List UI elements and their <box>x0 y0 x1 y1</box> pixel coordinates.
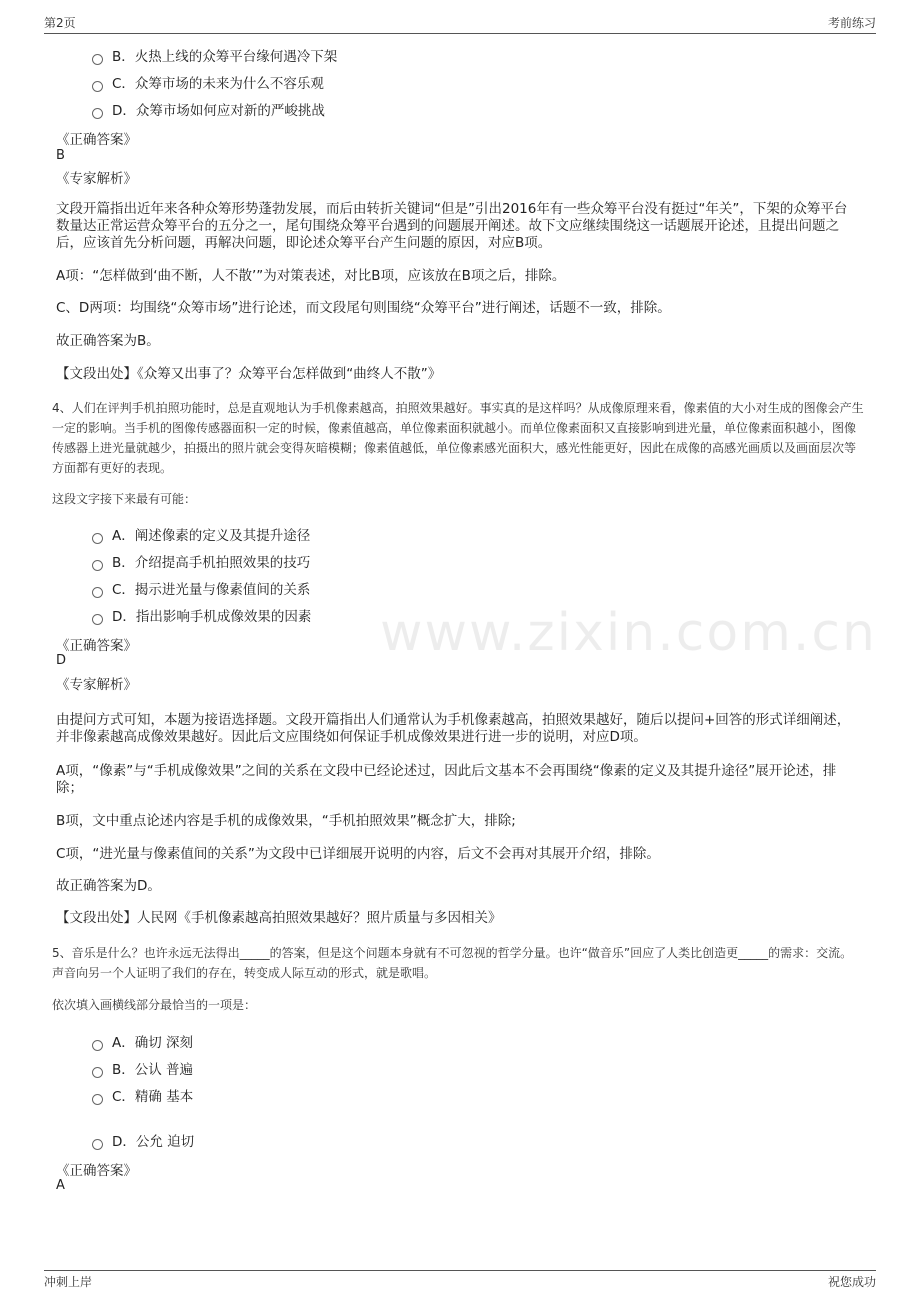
radio-icon[interactable] <box>92 54 103 65</box>
option-label: B．介绍提高手机拍照效果的技巧 <box>112 555 311 571</box>
option-radio-a[interactable] <box>92 1031 193 1051</box>
answer-heading: 《正确答案》 <box>56 638 137 654</box>
analysis-paragraph: B项，文中重点论述内容是手机的成像效果，“手机拍照效果”概念扩大，排除; <box>56 813 516 829</box>
answer-value: D <box>56 653 67 668</box>
option-radio-c[interactable] <box>92 72 324 92</box>
option-label: B．火热上线的众筹平台缘何遇冷下架 <box>112 49 338 65</box>
radio-icon[interactable] <box>92 1067 103 1078</box>
option-label: D．公允 迫切 <box>112 1134 195 1150</box>
option-radio-d[interactable] <box>92 99 325 119</box>
analysis-paragraph: 故正确答案为D。 <box>56 878 161 894</box>
analysis-heading: 《专家解析》 <box>56 677 137 693</box>
radio-icon[interactable] <box>92 1139 103 1150</box>
option-label: C．揭示进光量与像素值间的关系 <box>112 582 311 598</box>
question-prompt: 依次填入画横线部分最恰当的一项是： <box>52 998 257 1012</box>
footer-rule <box>44 1270 876 1271</box>
analysis-paragraph: C项，“进光量与像素值间的关系”为文段中已详细展开说明的内容，后文不会再对其展开介绍，排除。 <box>56 846 660 862</box>
option-label: D．指出影响手机成像效果的因素 <box>112 609 312 625</box>
radio-icon[interactable] <box>92 1040 103 1051</box>
option-radio-c[interactable] <box>92 1085 193 1105</box>
watermark: www.zixin.com.cn <box>380 603 877 663</box>
option-label: C．精确 基本 <box>112 1089 194 1105</box>
footer-right-label: 祝您成功 <box>827 1275 876 1289</box>
question-text: 5、音乐是什么？也许永远无法得出_____的答案，但是这个问题本身就有不可忽视的哲学分量。也许“做音乐”回应了人类比创造更_____的需求：交流。声音向另一个人证明了我们的存在，转变成人际互动的形式，就是歌唱。 <box>52 946 853 980</box>
analysis-paragraph: 由提问方式可知，本题为接语选择题。文段开篇指出人们通常认为手机像素越高，拍照效果越好，随后以提问+回答的形式详细阐述，并非像素越高成像效果越好。因此后文应围绕如何保证手机成像效果进行进一步的说明，对应D项。 <box>56 712 851 745</box>
analysis-paragraph: 文段开篇指出近年来各种众筹形势蓬勃发展，而后由转折关键词“但是”引出2016年有一些众筹平台没有挺过“年关”，下架的众筹平台数量达正常运营众筹平台的五分之一，尾句围绕众筹平台遇到的问题展开阐述。故下文应继续围绕这一话题展开论述，且提出问题之后，应该首先分析问题，再解决问题，即论述众筹平台产生问题的原因，对应B项。 <box>56 201 848 251</box>
footer-left-label: 冲刺上岸 <box>44 1275 93 1289</box>
radio-icon[interactable] <box>92 533 103 544</box>
option-radio-b[interactable] <box>92 1058 193 1078</box>
option-label: B．公认 普遍 <box>112 1062 194 1078</box>
option-radio-d[interactable] <box>92 1130 194 1150</box>
radio-icon[interactable] <box>92 560 103 571</box>
analysis-paragraph: A项：“怎样做到‘曲不断，人不散’”为对策表述，对比B项，应该放在B项之后，排除。 <box>56 268 566 284</box>
radio-icon[interactable] <box>92 108 103 119</box>
source-citation: 【文段出处】《众筹又出事了？众筹平台怎样做到“曲终人不散”》 <box>56 366 442 382</box>
answer-value: B <box>56 148 65 163</box>
option-radio-b[interactable] <box>92 45 337 65</box>
header-title: 考前练习 <box>827 16 876 30</box>
answer-heading: 《正确答案》 <box>56 132 137 148</box>
source-citation: 【文段出处】人民网《手机像素越高拍照效果越好？照片质量与多因相关》 <box>56 910 502 926</box>
option-label: C．众筹市场的未来为什么不容乐观 <box>112 76 324 92</box>
answer-heading: 《正确答案》 <box>56 1163 137 1179</box>
analysis-heading: 《专家解析》 <box>56 171 137 187</box>
radio-icon[interactable] <box>92 587 103 598</box>
page-number: 第2页 <box>44 16 76 30</box>
analysis-paragraph: A项，“像素”与“手机成像效果”之间的关系在文段中已经论述过，因此后文基本不会再围绕“像素的定义及其提升途径”展开论述，排除； <box>56 763 837 796</box>
option-radio-a[interactable] <box>92 524 310 544</box>
option-radio-b[interactable] <box>92 551 310 571</box>
question-text: 4、人们在评判手机拍照功能时，总是直观地认为手机像素越高，拍照效果越好。事实真的是这样吗？从成像原理来看，像素值的大小对生成的图像会产生一定的影响。当手机的图像传感器面积一定的时候，像素值越高，单位像素面积就越小。而单位像素面积又直接影响到进光量，单位像素面积越小，图像传感器上进光量就越少，拍摄出的照片就会变得灰暗模糊；像素值越低，单位像素感光面积大，感光性能更好，因此在成像的高感光画质以及画面层次等方面都有更好的表现。 <box>52 401 864 475</box>
radio-icon[interactable] <box>92 1094 103 1105</box>
option-radio-d[interactable] <box>92 605 311 625</box>
analysis-paragraph: C、D两项：均围绕“众筹市场”进行论述，而文段尾句则围绕“众筹平台”进行阐述，话题不一致，排除。 <box>56 300 671 316</box>
radio-icon[interactable] <box>92 81 103 92</box>
header-rule <box>44 33 876 34</box>
option-label: A．阐述像素的定义及其提升途径 <box>112 528 311 544</box>
analysis-paragraph: 故正确答案为B。 <box>56 333 160 349</box>
option-label: D．众筹市场如何应对新的严峻挑战 <box>112 103 325 119</box>
radio-icon[interactable] <box>92 614 103 625</box>
option-radio-c[interactable] <box>92 578 310 598</box>
answer-value: A <box>56 1178 65 1193</box>
option-label: A．确切 深刻 <box>112 1035 194 1051</box>
question-prompt: 这段文字接下来最有可能： <box>52 492 197 506</box>
